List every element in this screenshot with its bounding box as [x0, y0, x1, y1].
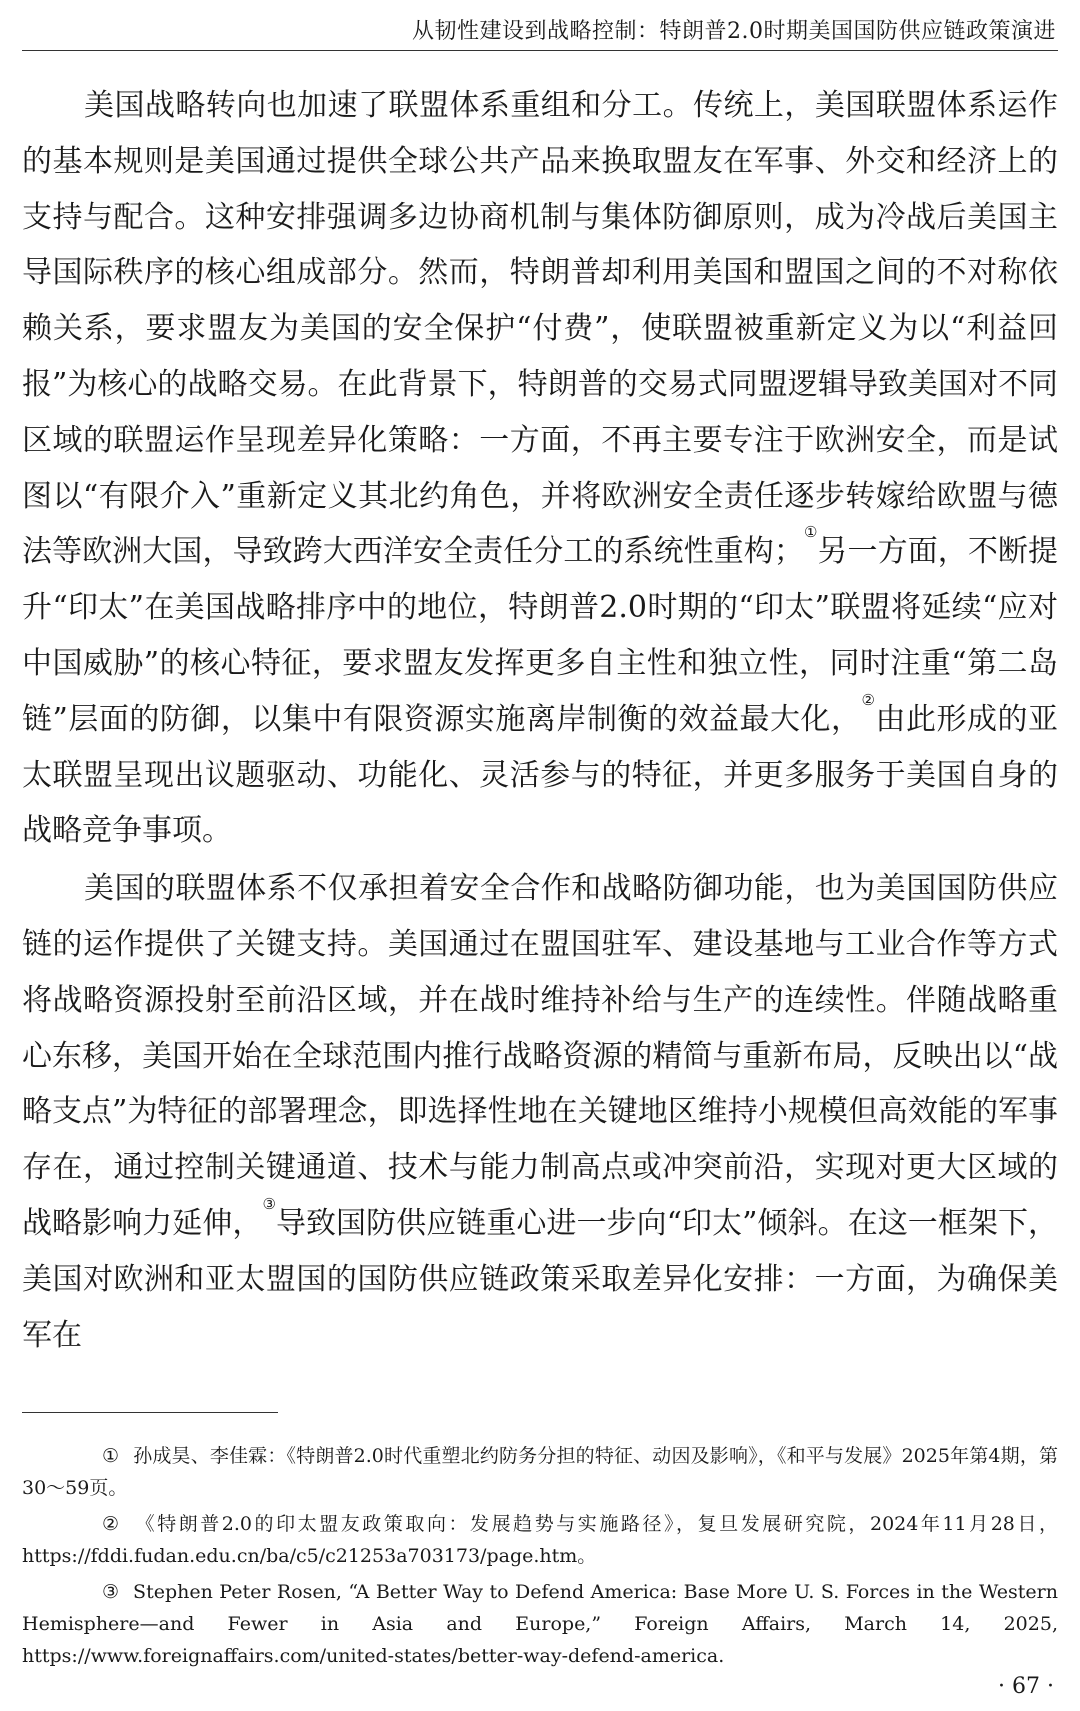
footnote-ref-1[interactable]: ①	[803, 523, 818, 542]
page-number: · 67 ·	[998, 1674, 1054, 1699]
footnote-rule	[22, 1412, 278, 1413]
paragraph-1	[22, 78, 1058, 859]
body-text	[22, 78, 1058, 1365]
paragraph-2	[22, 861, 1058, 1363]
paragraph-2-text-a: 美国的联盟体系不仅承担着安全合作和战略防御功能，也为美国国防供应链的运作提供了关键支持。美国通过在盟国驻军、建设基地与工业合作等方式将战略资源投射至前沿区域，并在战时维持补给与生产的连续性。伴随战略重心东移，美国开始在全球范围内推行战略资源的精简与重新布局，反映出以“战略支点”为特征的部署理念，即选择性地在关键地区维持小规模但高效能的军事存在，通过控制关键通道、技术与能力制高点或冲突前沿，实现对更大区域的战略影响力延伸，	[22, 871, 1058, 1241]
footnote-marker: ③	[102, 1581, 120, 1603]
paragraph-2-text-b: 导致国防供应链重心进一步向“印太”倾斜。在这一框架下，美国对欧洲和亚太盟国的国防供应链政策采取差异化安排：一方面，为确保美军在	[22, 1205, 1059, 1353]
footnote-text: 《特朗普2.0的印太盟友政策取向：发展趋势与实施路径》，复旦发展研究院，2024年11月28日，https://fddi.fudan.edu.cn/ba/c5/c21253a703173/page.htm。	[22, 1513, 1058, 1567]
footnote-3	[22, 1576, 1058, 1672]
footnotes	[22, 1440, 1058, 1676]
paragraph-1-text-a: 美国战略转向也加速了联盟体系重组和分工。传统上，美国联盟体系运作的基本规则是美国通过提供全球公共产品来换取盟友在军事、外交和经济上的支持与配合。这种安排强调多边协商机制与集体防御原则，成为冷战后美国主导国际秩序的核心组成部分。然而，特朗普却利用美国和盟国之间的不对称依赖关系，要求盟友为美国的安全保护“付费”，使联盟被重新定义为以“利益回报”为核心的战略交易。在此背景下，特朗普的交易式同盟逻辑导致美国对不同区域的联盟运作呈现差异化策略：一方面，不再主要专注于欧洲安全，而是试图以“有限介入”重新定义其北约角色，并将欧洲安全责任逐步转嫁给欧盟与德法等欧洲大国，导致跨大西洋安全责任分工的系统性重构；	[22, 88, 1058, 570]
footnote-marker: ②	[102, 1513, 120, 1535]
footnote-marker: ①	[102, 1445, 120, 1467]
footnote-ref-2[interactable]: ②	[861, 690, 876, 709]
footnote-ref-3[interactable]: ③	[262, 1194, 276, 1213]
paragraph-1-text-b: 另一方面，不断提升“印太”在美国战略排序中的地位，特朗普2.0时期的“印太”联盟将延续“应对中国威胁”的核心特征，要求盟友发挥更多自主性和独立性，同时注重“第二岛链”层面的防御，以集中有限资源实施离岸制衡的效益最大化，	[22, 534, 1059, 737]
footnote-1	[22, 1440, 1058, 1504]
paragraph-1-text-c: 由此形成的亚太联盟呈现出议题驱动、功能化、灵活参与的特征，并更多服务于美国自身的战略竞争事项。	[22, 701, 1059, 849]
footnote-2	[22, 1508, 1058, 1572]
header-rule	[22, 50, 1058, 51]
footnote-text: 孙成昊、李佳霖：《特朗普2.0时代重塑北约防务分担的特征、动因及影响》，《和平与发展》2025年第4期，第30～59页。	[22, 1445, 1058, 1499]
running-header: 从韧性建设到战略控制：特朗普2.0时期美国国防供应链政策演进	[412, 19, 1056, 44]
footnote-text: Stephen Peter Rosen, “A Better Way to Defend America: Base More U. S. Forces in the Western Hemisphere—and Fewer in Asia and Europe,” Foreign Affairs, March 14, 2025, https://www.foreignaffairs.com/united-states/better-way-defend-america.	[22, 1581, 1058, 1667]
